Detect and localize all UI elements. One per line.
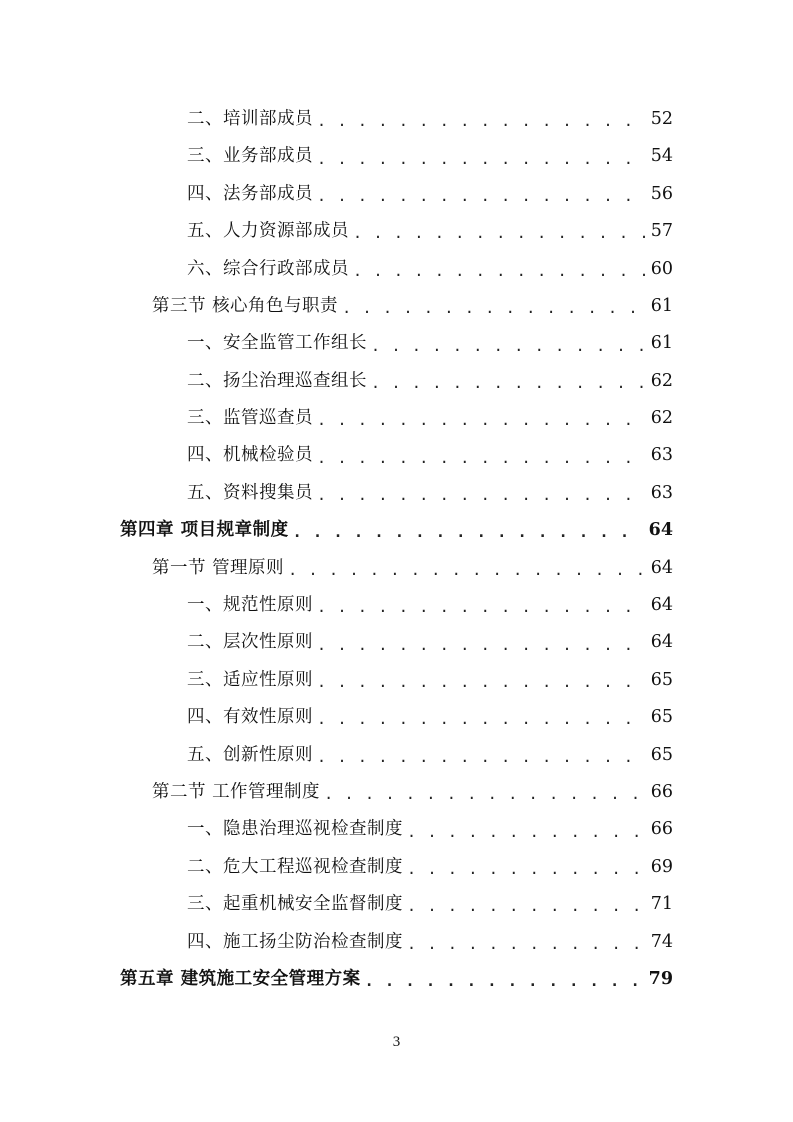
toc-entry[interactable] xyxy=(0,138,793,175)
dot-leader xyxy=(317,413,645,428)
dot-leader xyxy=(288,563,645,578)
toc-entry-page: 61 xyxy=(650,333,673,354)
toc-entry[interactable] xyxy=(0,886,793,923)
toc-entry-page: 62 xyxy=(650,370,673,391)
toc-entry-title: 第三节 核心角色与职责 xyxy=(152,295,339,316)
toc-entry-title: 第四章 项目规章制度 xyxy=(120,520,289,541)
table-of-contents xyxy=(0,101,793,998)
toc-entry-title: 三、监管巡查员 xyxy=(187,408,313,429)
toc-entry[interactable] xyxy=(0,924,793,961)
toc-entry[interactable] xyxy=(0,213,793,250)
toc-entry-page: 61 xyxy=(650,295,673,316)
toc-entry-page: 64 xyxy=(650,557,673,578)
toc-entry-page: 65 xyxy=(650,744,673,765)
toc-entry-page: 64 xyxy=(648,520,673,541)
toc-entry-title: 第二节 工作管理制度 xyxy=(152,781,321,802)
page-number: 3 xyxy=(392,1034,401,1050)
toc-entry-page: 52 xyxy=(650,108,673,129)
toc-entry[interactable] xyxy=(0,400,793,437)
toc-entry-title: 一、安全监管工作组长 xyxy=(187,333,367,354)
toc-entry-page: 71 xyxy=(650,894,673,915)
toc-entry[interactable] xyxy=(0,475,793,512)
toc-entry-page: 64 xyxy=(650,595,673,616)
toc-entry-page: 60 xyxy=(650,258,673,279)
toc-entry-title: 四、法务部成员 xyxy=(187,183,313,204)
toc-entry[interactable] xyxy=(0,849,793,886)
toc-entry-title: 三、起重机械安全监督制度 xyxy=(187,894,403,915)
dot-leader xyxy=(317,488,645,503)
toc-entry-page: 69 xyxy=(650,856,673,877)
toc-entry-page: 54 xyxy=(650,146,673,167)
toc-entry[interactable] xyxy=(0,624,793,661)
toc-entry-page: 63 xyxy=(650,445,673,466)
toc-entry[interactable] xyxy=(0,737,793,774)
toc-entry-title: 二、层次性原则 xyxy=(187,632,313,653)
toc-entry[interactable] xyxy=(0,325,793,362)
dot-leader xyxy=(317,451,645,466)
toc-entry[interactable] xyxy=(0,512,793,549)
dot-leader xyxy=(371,376,645,391)
toc-entry-title: 五、创新性原则 xyxy=(187,744,313,765)
dot-leader xyxy=(317,152,645,167)
toc-entry-page: 79 xyxy=(648,968,673,989)
toc-entry-title: 一、隐患治理巡视检查制度 xyxy=(187,819,403,840)
toc-entry-page: 57 xyxy=(650,221,673,242)
toc-entry-page: 66 xyxy=(650,819,673,840)
dot-leader xyxy=(342,301,645,316)
toc-entry[interactable] xyxy=(0,587,793,624)
toc-entry[interactable] xyxy=(0,961,793,998)
toc-entry-page: 65 xyxy=(650,669,673,690)
dot-leader xyxy=(317,114,645,129)
toc-entry-page: 62 xyxy=(650,408,673,429)
toc-entry-title: 二、危大工程巡视检查制度 xyxy=(187,856,403,877)
toc-entry-page: 63 xyxy=(650,482,673,503)
toc-entry[interactable] xyxy=(0,438,793,475)
toc-entry[interactable] xyxy=(0,774,793,811)
dot-leader xyxy=(317,712,645,727)
toc-entry-page: 66 xyxy=(650,781,673,802)
dot-leader xyxy=(324,787,645,802)
dot-leader xyxy=(317,750,645,765)
toc-entry[interactable] xyxy=(0,363,793,400)
toc-entry-page: 64 xyxy=(650,632,673,653)
toc-entry-title: 三、业务部成员 xyxy=(187,146,313,167)
toc-entry[interactable] xyxy=(0,811,793,848)
toc-entry-page: 65 xyxy=(650,707,673,728)
toc-entry-title: 第五章 建筑施工安全管理方案 xyxy=(120,968,361,989)
toc-entry[interactable] xyxy=(0,251,793,288)
dot-leader xyxy=(353,264,645,279)
toc-entry-title: 二、培训部成员 xyxy=(187,108,313,129)
toc-entry-title: 四、有效性原则 xyxy=(187,707,313,728)
dot-leader xyxy=(293,525,643,540)
toc-entry[interactable] xyxy=(0,550,793,587)
toc-entry-title: 一、规范性原则 xyxy=(187,595,313,616)
toc-entry-title: 三、适应性原则 xyxy=(187,669,313,690)
dot-leader xyxy=(371,339,645,354)
dot-leader xyxy=(407,937,645,952)
toc-entry[interactable] xyxy=(0,101,793,138)
dot-leader xyxy=(317,189,645,204)
toc-entry-title: 第一节 管理原则 xyxy=(152,557,285,578)
toc-entry[interactable] xyxy=(0,662,793,699)
dot-leader xyxy=(317,638,645,653)
toc-entry-title: 五、资料搜集员 xyxy=(187,482,313,503)
dot-leader xyxy=(407,899,645,914)
dot-leader xyxy=(365,974,643,989)
toc-entry-title: 四、施工扬尘防治检查制度 xyxy=(187,931,403,952)
toc-entry[interactable] xyxy=(0,176,793,213)
toc-entry[interactable] xyxy=(0,288,793,325)
toc-entry-title: 二、扬尘治理巡查组长 xyxy=(187,370,367,391)
toc-entry-page: 56 xyxy=(650,183,673,204)
toc-entry-title: 五、人力资源部成员 xyxy=(187,221,349,242)
dot-leader xyxy=(407,825,645,840)
toc-entry-title: 六、综合行政部成员 xyxy=(187,258,349,279)
toc-entry-title: 四、机械检验员 xyxy=(187,445,313,466)
toc-entry-page: 74 xyxy=(650,931,673,952)
dot-leader xyxy=(317,675,645,690)
toc-entry[interactable] xyxy=(0,699,793,736)
dot-leader xyxy=(353,226,645,241)
dot-leader xyxy=(407,862,645,877)
dot-leader xyxy=(317,600,645,615)
